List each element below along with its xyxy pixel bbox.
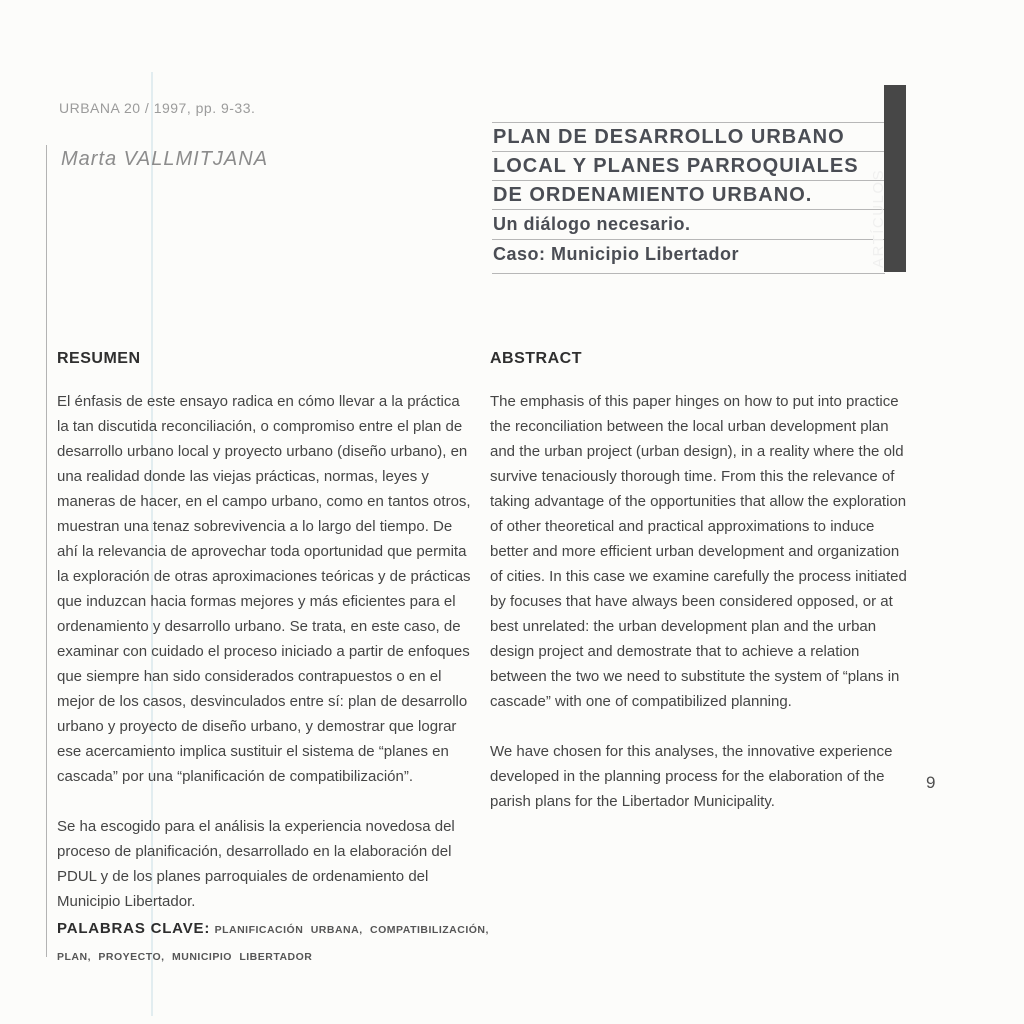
title-rule <box>492 273 885 274</box>
resumen-heading: RESUMEN <box>57 350 141 367</box>
articles-tab-label: ARTÍCULOS <box>870 168 887 268</box>
page-number: 9 <box>926 773 936 792</box>
author-name: Marta VALLMITJANA <box>61 148 269 170</box>
abstract-paragraph-2: We have chosen for this analyses, the innovative experience developed in the planning process for the elaboration of the parish plans for the Libertador Municipality. <box>490 743 893 810</box>
article-case-line: Caso: Municipio Libertador <box>493 244 740 264</box>
resumen-column <box>57 389 475 939</box>
abstract-paragraph-1: The emphasis of this paper hinges on how to put into practice the reconciliation between the local urban development plan and the urban project (urban design), in a reality where the old survive tenaciously thorough time. From this the relevance of taking advantage of the opportunities that allow the exploration of other theoretical and practical approximations to induce better and more efficient urban development and organization of cities. In this case we examine carefully the process initiated by focuses that have always been considered opposed, or at best unrelated: the urban development plan and the urban design project and demostrate that to achieve a relation between the two we need to substitute the system of “plans in cascade” with one of compatibilized planning. <box>490 393 907 710</box>
keywords-block <box>57 916 502 970</box>
article-subtitle: Un diálogo necesario. <box>493 214 691 234</box>
keywords-list: PLANIFICACIÓN URBANA, COMPATIBILIZACIÓN, PLAN, PROYECTO, MUNICIPIO LIBERTADOR <box>57 924 489 963</box>
title-rule <box>492 239 885 240</box>
title-rule <box>492 180 885 181</box>
title-rule <box>492 122 885 123</box>
articles-section-tab <box>870 85 906 272</box>
abstract-heading: ABSTRACT <box>490 350 582 367</box>
title-rule <box>492 209 885 210</box>
resumen-paragraph-2: Se ha escogido para el análisis la experiencia novedosa del proceso de planificación, desarrollado en la elaboración del PDUL y de los planes parroquiales de ordenamiento del Municipio Libertador. <box>57 818 455 910</box>
title-rule <box>492 151 885 152</box>
resumen-paragraph-1: El énfasis de este ensayo radica en cómo llevar a la práctica la tan discutida reconciliación, o compromiso entre el plan de desarrollo urbano local y proyecto urbano (diseño urbano), en una realidad donde las viejas prácticas, normas, leyes y maneras de hacer, en el campo urbano, como en tantos otros, muestran una tenaz sobrevivencia a lo largo del tiempo. De ahí la relevancia de aprovechar toda oportunidad que permita la exploración de otras aproximaciones teóricas y de prácticas que induzcan hacia formas mejores y más eficientes para el ordenamiento y desarrollo urbano. Se trata, en este caso, de examinar con cuidado el proceso iniciado a partir de enfoques que siempre han sido considerados contrapuestos o en el mejor de los casos, desvinculados entre sí: plan de desarrollo urbano y proyecto de diseño urbano, y demostrar que lograr ese acercamiento implica sustituir el sistema de “planes en cascada” por una “planificación de compatibilización”. <box>57 393 471 785</box>
article-title-line-3: DE ORDENAMIENTO URBANO. <box>493 184 813 206</box>
abstract-column <box>490 389 910 839</box>
article-title-line-2: LOCAL Y PLANES PARROQUIALES <box>493 155 859 177</box>
article-title-line-1: PLAN DE DESARROLLO URBANO <box>493 126 845 148</box>
left-margin-rule <box>46 145 47 957</box>
journal-citation: URBANA 20 / 1997, pp. 9-33. <box>59 100 256 116</box>
keywords-label: PALABRAS CLAVE: <box>57 920 211 937</box>
